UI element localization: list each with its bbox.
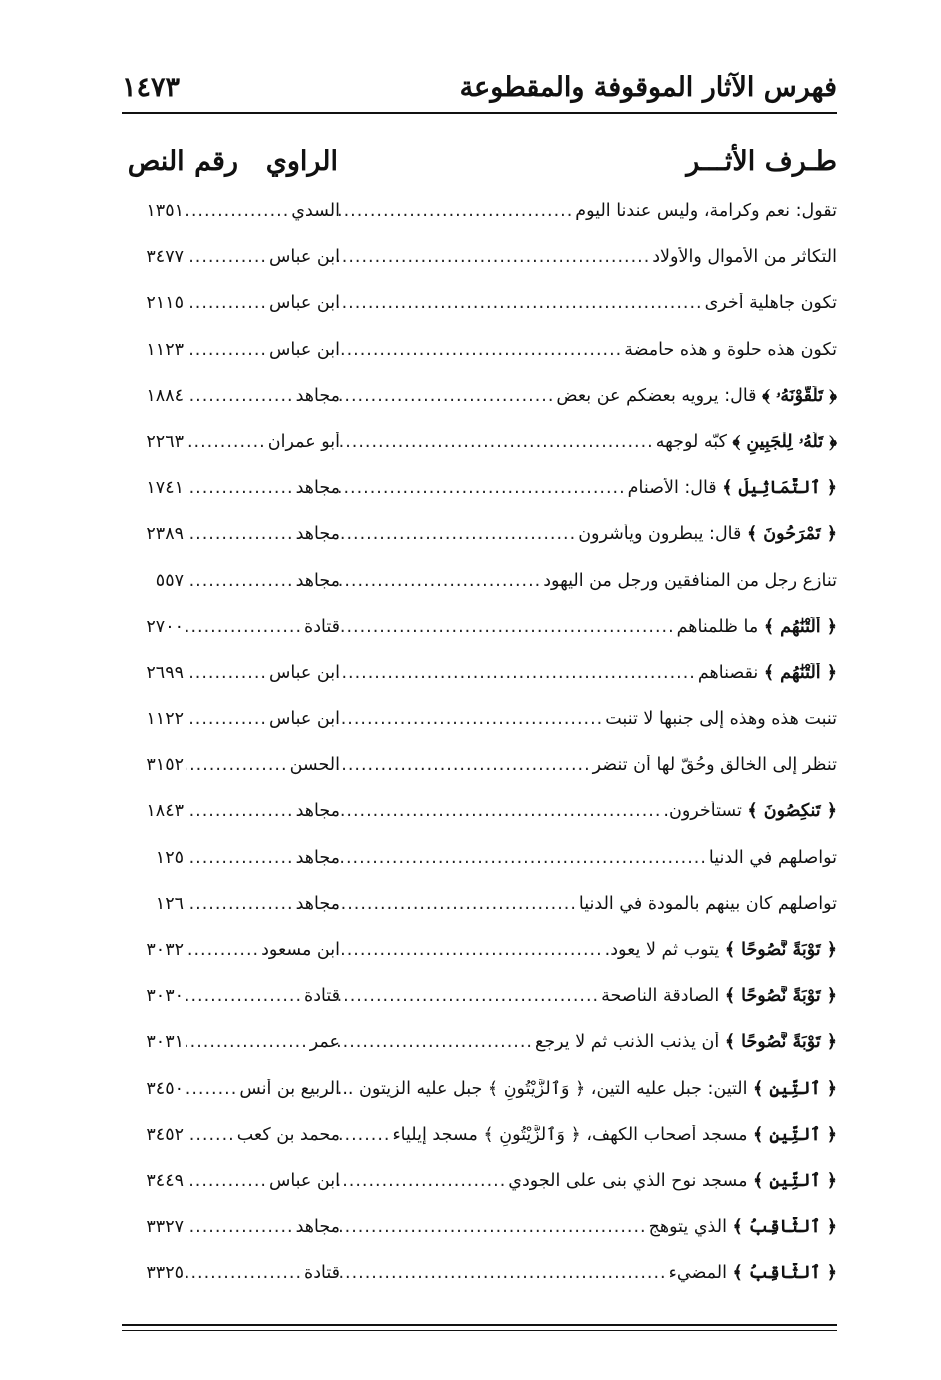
- narrator-name: مجاهد: [295, 893, 340, 914]
- index-table: [122, 193, 837, 1302]
- text-number: ١٨٨٤: [146, 385, 184, 406]
- text-number-cell: [122, 709, 184, 737]
- text-number-cell: [122, 432, 184, 460]
- dot-leader: [337, 1263, 669, 1283]
- text-number: ٣٣٢٥: [146, 1263, 184, 1284]
- athar-text: تواصلهم كان بينهم بالمودة في الدنيا: [578, 893, 837, 914]
- dot-leader: [186, 571, 296, 591]
- athar-text: المضيء: [668, 1263, 727, 1284]
- athar-cell: [337, 293, 837, 321]
- text-number-cell: [122, 1079, 184, 1107]
- footer-rule: [122, 1324, 837, 1326]
- narrator-name: قتادة: [304, 616, 340, 637]
- narrator-name: مجاهد: [295, 385, 340, 406]
- text-number-cell: [122, 386, 184, 414]
- column-heading-rawi: الراوي: [265, 146, 338, 177]
- quran-word: ﴿ تَمْرَحُونَ ﴾: [746, 524, 837, 545]
- text-number: ١١٢٣: [146, 339, 184, 360]
- dot-leader: [186, 524, 296, 544]
- text-number-cell: [122, 894, 184, 922]
- narrator-name: محمد بن كعب: [236, 1124, 340, 1145]
- narrator-name: الحسن: [289, 755, 340, 776]
- index-entry: [122, 701, 837, 747]
- text-number: ٣٠٣١: [146, 1032, 184, 1053]
- footer-rule-thin: [122, 1330, 837, 1331]
- athar-cell: [337, 201, 837, 229]
- quran-word: ﴿ تَلَقَّوْنَهُۥ ﴾: [762, 385, 837, 406]
- quran-word: ﴿ تَوْبَةً نَّصُوحًا ﴾: [724, 940, 837, 960]
- dot-leader: [337, 1217, 649, 1237]
- text-number-cell: [122, 340, 184, 368]
- dot-leader: [337, 894, 579, 914]
- narrator-cell: [186, 801, 340, 829]
- quran-word: ﴿ ٱلتِّينِ ﴾: [753, 1170, 837, 1191]
- dot-leader: [337, 386, 556, 406]
- narrator-cell: [186, 478, 340, 506]
- running-head: [122, 70, 837, 110]
- narrator-cell: [186, 894, 340, 922]
- text-number: ٢٦٩٩: [146, 662, 184, 683]
- text-number: ٣٣٢٧: [146, 1217, 184, 1238]
- text-number-cell: [122, 848, 184, 876]
- index-entry: [122, 563, 837, 609]
- narrator-name: الربيع بن أنس: [239, 1078, 340, 1099]
- dot-leader: [186, 801, 296, 821]
- narrator-name: مجاهد: [295, 478, 340, 499]
- quran-word: ﴿ أَلَتْنَٰهُم ﴾: [763, 616, 837, 637]
- dot-leader: [186, 432, 268, 452]
- athar-text: تنازع رجل من المنافقين ورجل من اليهود: [543, 570, 837, 591]
- text-number-cell: [122, 986, 184, 1014]
- index-entry: [122, 424, 837, 470]
- athar-text: أن يذنب الذنب ثم لا يرجع: [535, 1032, 720, 1053]
- dot-leader: [186, 1125, 237, 1145]
- dot-leader: [337, 340, 624, 360]
- athar-cell: [337, 386, 837, 414]
- athar-cell: [337, 1217, 837, 1245]
- dot-leader: [186, 1171, 269, 1191]
- text-number: ٣٠٣٠: [146, 986, 184, 1007]
- dot-leader: [337, 524, 578, 544]
- quran-word: ﴿ تَلَّهُۥ لِلْجَبِينِ ﴾: [732, 431, 837, 452]
- dot-leader: [186, 478, 296, 498]
- dot-leader: [337, 571, 543, 591]
- text-number-cell: [122, 247, 184, 275]
- dot-leader: [186, 340, 269, 360]
- page-number: ١٤٧٣: [122, 72, 181, 103]
- index-entry: [122, 470, 837, 516]
- text-number-cell: [122, 617, 184, 645]
- text-number: ٣٤٥٢: [146, 1124, 184, 1145]
- athar-text: قال: يرويه بعضكم عن بعض: [556, 385, 757, 406]
- dot-leader: [186, 1217, 296, 1237]
- text-number: ٣٤٥٠: [146, 1078, 184, 1099]
- athar-text: الذي يتوهج: [648, 1217, 727, 1238]
- narrator-name: أبو عمران: [267, 431, 340, 452]
- text-number-cell: [122, 524, 184, 552]
- text-number: ٢٣٨٩: [146, 524, 184, 545]
- text-number-cell: [122, 755, 184, 783]
- dot-leader: [337, 709, 605, 729]
- athar-cell: [337, 617, 837, 645]
- athar-cell: [337, 894, 837, 922]
- dot-leader: [186, 848, 296, 868]
- athar-text: تنبت هذه وهذه إلى جنبها لا تنبت: [605, 709, 837, 730]
- athar-text: مسجد أصحاب الكهف، ﴿ وَٱلزَّيْتُونِ ﴾ مسجد إيلياء: [392, 1124, 748, 1145]
- dot-leader: [186, 894, 296, 914]
- quran-word: ﴿ ٱلتِّينِ ﴾: [753, 1078, 837, 1099]
- text-number: ١٢٥: [155, 847, 184, 868]
- index-entry: [122, 793, 837, 839]
- text-number-cell: [122, 1171, 184, 1199]
- index-entry: [122, 978, 837, 1024]
- dot-leader: [337, 755, 593, 775]
- athar-text: التين: جبل عليه التين، ﴿ وَٱلزَّيْتُونِ ﴾ جبل عليه الزيتون ...: [337, 1078, 748, 1099]
- dot-leader: [186, 1032, 310, 1052]
- athar-text: تستأخرون.: [663, 801, 742, 822]
- narrator-name: ابن عباس: [268, 247, 340, 268]
- narrator-name: مجاهد: [295, 801, 340, 822]
- column-heading-raqm: رقم النص: [127, 146, 238, 177]
- narrator-name: ابن عباس: [268, 339, 340, 360]
- header-rule: [122, 112, 837, 114]
- athar-cell: [337, 432, 837, 460]
- narrator-cell: [186, 709, 340, 737]
- text-number-cell: [122, 1032, 184, 1060]
- dot-leader: [337, 986, 601, 1006]
- athar-cell: [337, 940, 837, 968]
- index-entry: [122, 1255, 837, 1301]
- running-title: فهرس الآثار الموقوفة والمقطوعة: [459, 72, 837, 103]
- index-entry: [122, 285, 837, 331]
- athar-cell: [337, 801, 837, 829]
- narrator-cell: [186, 1263, 340, 1291]
- narrator-cell: [186, 1079, 340, 1107]
- athar-text: كبّه لوجهه: [655, 431, 727, 452]
- athar-text: تكون جاهلية أخرى: [704, 293, 837, 314]
- index-entry: [122, 193, 837, 239]
- dot-leader: [337, 1171, 508, 1191]
- athar-text: قال: الأصنام: [627, 478, 717, 499]
- text-number: ٢٧٠٠: [146, 616, 184, 637]
- text-number: ٢٢٦٣: [146, 431, 184, 452]
- dot-leader: [186, 986, 304, 1006]
- narrator-name: قتادة: [304, 986, 340, 1007]
- narrator-cell: [186, 1032, 340, 1060]
- index-entry: [122, 1163, 837, 1209]
- dot-leader: [337, 801, 663, 821]
- text-number-cell: [122, 201, 184, 229]
- index-entry: [122, 932, 837, 978]
- athar-cell: [337, 247, 837, 275]
- narrator-name: ابن عباس: [268, 662, 340, 683]
- dot-leader: [186, 940, 261, 960]
- text-number-cell: [122, 571, 184, 599]
- dot-leader: [337, 617, 677, 637]
- athar-cell: [337, 340, 837, 368]
- dot-leader: [337, 478, 628, 498]
- narrator-cell: [186, 663, 340, 691]
- narrator-cell: [186, 340, 340, 368]
- text-number-cell: [122, 940, 184, 968]
- dot-leader: [337, 940, 605, 960]
- dot-leader: [337, 432, 656, 452]
- narrator-cell: [186, 755, 340, 783]
- dot-leader: [337, 293, 705, 313]
- text-number: ١٧٤١: [146, 478, 184, 499]
- athar-text: مسجد نوح الذي بنى على الجودي: [508, 1170, 748, 1191]
- narrator-name: مجاهد: [295, 847, 340, 868]
- dot-leader: [186, 755, 290, 775]
- quran-word: ﴿ ٱلتِّينِ ﴾: [753, 1124, 837, 1145]
- athar-text: نقصناهم: [697, 662, 759, 683]
- athar-text: تقول: نعم وكرامة، وليس عندنا اليوم: [575, 201, 837, 221]
- athar-cell: [337, 524, 837, 552]
- text-number-cell: [122, 663, 184, 691]
- athar-text: ما ظلمناهم: [676, 616, 759, 637]
- text-number: ٣١٥٢: [146, 755, 184, 776]
- index-entry: [122, 747, 837, 793]
- quran-word: ﴿ تَوْبَةً نَّصُوحًا ﴾: [724, 986, 837, 1007]
- dot-leader: [337, 201, 575, 221]
- dot-leader: [337, 1125, 392, 1145]
- dot-leader: [337, 663, 698, 683]
- athar-cell: [337, 478, 837, 506]
- dot-leader: [337, 247, 652, 267]
- index-entry: [122, 1209, 837, 1255]
- athar-cell: [337, 1171, 837, 1199]
- text-number: ١٣٥١: [146, 201, 184, 221]
- narrator-cell: [186, 571, 340, 599]
- narrator-cell: [186, 1171, 340, 1199]
- text-number-cell: [122, 293, 184, 321]
- quran-word: ﴿ ٱلثَّاقِبُ ﴾: [732, 1217, 837, 1238]
- athar-cell: [337, 755, 837, 783]
- quran-word: ﴿ ٱلثَّاقِبُ ﴾: [732, 1263, 837, 1284]
- text-number: ١١٢٢: [146, 709, 184, 730]
- athar-text: قال: يبطرون ويأشرون: [578, 524, 742, 545]
- text-number: ٢١١٥: [146, 293, 184, 314]
- text-number: ١٨٤٣: [146, 801, 184, 822]
- athar-text: تنظر إلى الخالق وحُقّ لها أن تنضر: [592, 755, 837, 776]
- athar-cell: [337, 848, 837, 876]
- narrator-cell: [186, 848, 340, 876]
- narrator-name: ابن مسعود: [261, 940, 340, 960]
- dot-leader: [186, 617, 304, 637]
- narrator-name: مجاهد: [295, 524, 340, 545]
- index-entry: [122, 655, 837, 701]
- narrator-name: قتادة: [304, 1263, 340, 1284]
- index-entry: [122, 1071, 837, 1117]
- athar-cell: [337, 1263, 837, 1291]
- athar-cell: [337, 571, 837, 599]
- athar-cell: [337, 709, 837, 737]
- athar-text: تواصلهم في الدنيا: [708, 847, 837, 868]
- index-entry: [122, 378, 837, 424]
- narrator-cell: [186, 201, 340, 229]
- text-number-cell: [122, 1217, 184, 1245]
- narrator-cell: [186, 524, 340, 552]
- dot-leader: [337, 1032, 535, 1052]
- index-entry: [122, 332, 837, 378]
- text-number: ٣٤٧٧: [146, 247, 184, 268]
- index-entry: [122, 1117, 837, 1163]
- narrator-cell: [186, 247, 340, 275]
- quran-word: ﴿ أَلَتْنَٰهُم ﴾: [763, 662, 837, 683]
- column-heading-athar: طـرف الأثـــر: [686, 146, 837, 177]
- quran-word: ﴿ تَنكِصُونَ ﴾: [747, 801, 837, 822]
- quran-word: ﴿ تَوْبَةً نَّصُوحًا ﴾: [724, 1032, 837, 1053]
- dot-leader: [186, 293, 269, 313]
- narrator-name: عمر: [309, 1032, 340, 1053]
- narrator-cell: [186, 432, 340, 460]
- dot-leader: [186, 201, 291, 221]
- narrator-name: مجاهد: [295, 1217, 340, 1238]
- text-number: ٣٤٤٩: [146, 1170, 184, 1191]
- index-entry: [122, 886, 837, 932]
- index-entry: [122, 239, 837, 285]
- dot-leader: [186, 247, 269, 267]
- dot-leader: [186, 1079, 239, 1099]
- index-entry: [122, 516, 837, 562]
- text-number: ٥٥٧: [155, 570, 184, 591]
- athar-cell: [337, 986, 837, 1014]
- narrator-name: ابن عباس: [268, 1170, 340, 1191]
- quran-word: ﴿ ٱلتَّمَاثِيلُ ﴾: [722, 478, 837, 499]
- text-number-cell: [122, 1263, 184, 1291]
- narrator-name: السدي: [291, 201, 340, 221]
- text-number: ٣٠٣٢: [146, 940, 184, 960]
- dot-leader: [186, 709, 269, 729]
- athar-cell: [337, 663, 837, 691]
- athar-text: يتوب ثم لا يعود.: [604, 940, 720, 960]
- narrator-cell: [186, 1125, 340, 1153]
- dot-leader: [337, 848, 709, 868]
- athar-text: الصادقة الناصحة: [601, 986, 720, 1007]
- narrator-cell: [186, 940, 340, 968]
- athar-cell: [337, 1032, 837, 1060]
- index-entry: [122, 609, 837, 655]
- narrator-name: ابن عباس: [268, 293, 340, 314]
- dot-leader: [186, 386, 296, 406]
- narrator-name: مجاهد: [295, 570, 340, 591]
- text-number: ١٢٦: [155, 893, 184, 914]
- narrator-cell: [186, 617, 340, 645]
- text-number-cell: [122, 801, 184, 829]
- index-entry: [122, 1024, 837, 1070]
- narrator-cell: [186, 986, 340, 1014]
- athar-cell: [337, 1125, 837, 1153]
- athar-text: التكاثر من الأموال والأولاد: [652, 247, 837, 268]
- athar-text: تكون هذه حلوة و هذه حامضة: [624, 339, 837, 360]
- narrator-cell: [186, 1217, 340, 1245]
- index-entry: [122, 840, 837, 886]
- narrator-cell: [186, 293, 340, 321]
- text-number-cell: [122, 478, 184, 506]
- text-number-cell: [122, 1125, 184, 1153]
- narrator-name: ابن عباس: [268, 709, 340, 730]
- athar-cell: [337, 1079, 837, 1107]
- dot-leader: [186, 663, 269, 683]
- narrator-cell: [186, 386, 340, 414]
- dot-leader: [186, 1263, 304, 1283]
